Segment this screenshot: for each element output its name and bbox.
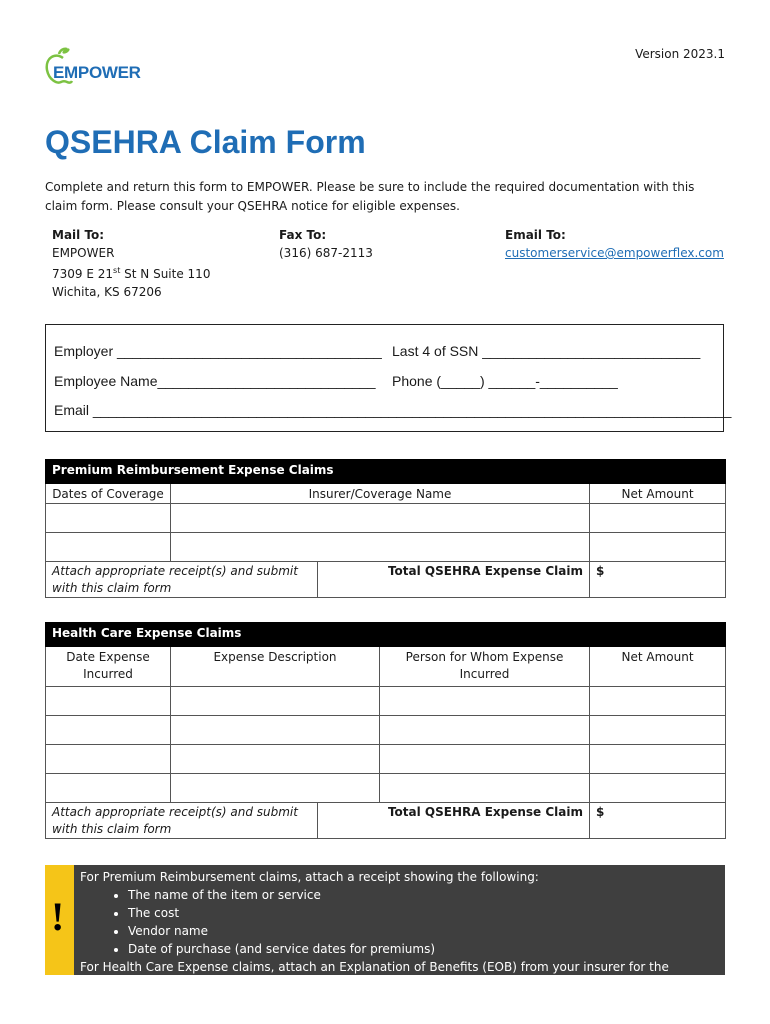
list-item: • Date of purchase (and service dates for premiums) — [128, 940, 725, 958]
table-row — [46, 745, 726, 774]
table-cell[interactable] — [380, 687, 590, 716]
premium-attach-note: Attach appropriate receipt(s) and submit with this claim form — [46, 562, 318, 598]
mail-to-block — [52, 226, 210, 301]
ssn-field[interactable]: Last 4 of SSN ____________________________ — [392, 343, 701, 359]
fax-number: (316) 687-2113 — [279, 246, 373, 260]
table-cell[interactable] — [380, 774, 590, 803]
mail-to-heading: Mail To: — [52, 228, 105, 242]
mail-to-city: Wichita, KS 67206 — [52, 285, 162, 299]
table-cell[interactable] — [171, 745, 380, 774]
list-item: • The cost — [128, 904, 725, 922]
col-dates-of-coverage: Dates of Coverage — [46, 484, 171, 504]
table-cell[interactable] — [590, 504, 726, 533]
table-cell[interactable] — [46, 774, 171, 803]
mail-to-street: 7309 E 21st St N Suite 110 — [52, 266, 211, 281]
email-to-block — [505, 226, 724, 262]
notice-list — [80, 886, 725, 958]
premium-claims-table — [45, 459, 726, 598]
health-total-value[interactable]: $ — [590, 803, 726, 839]
fax-to-heading: Fax To: — [279, 228, 327, 242]
list-item: • The name of the item or service — [128, 886, 725, 904]
employer-field[interactable]: Employer __________________________________ — [54, 343, 382, 359]
table-row — [46, 504, 726, 533]
table-cell[interactable] — [590, 745, 726, 774]
table-cell[interactable] — [590, 716, 726, 745]
premium-total-value[interactable]: $ — [590, 562, 726, 598]
health-total-label: Total QSEHRA Expense Claim — [318, 803, 590, 839]
phone-field[interactable]: Phone (_____) ______-__________ — [392, 373, 618, 389]
table-cell[interactable] — [171, 504, 590, 533]
health-attach-note: Attach appropriate receipt(s) and submit with this claim form — [46, 803, 318, 839]
notice-bar — [45, 865, 74, 975]
email-field[interactable]: Email __________________________________________________________________________________ — [54, 402, 732, 418]
table-row — [46, 716, 726, 745]
empower-logo — [45, 46, 141, 88]
version-label: Version 2023.1 — [635, 47, 725, 61]
table-cell[interactable] — [380, 745, 590, 774]
email-link[interactable]: customerservice@empowerflex.com — [505, 246, 724, 260]
documentation-notice — [45, 865, 725, 992]
employee-name-field[interactable]: Employee Name____________________________ — [54, 373, 376, 389]
table-cell[interactable] — [171, 533, 590, 562]
employee-info-box — [45, 324, 732, 432]
table-cell[interactable] — [171, 774, 380, 803]
exclamation-icon: ! — [51, 894, 65, 939]
col-date-incurred: Date Expense Incurred — [46, 647, 171, 687]
col-person: Person for Whom Expense Incurred — [380, 647, 590, 687]
table-row — [46, 687, 726, 716]
page-title: QSEHRA Claim Form — [45, 124, 366, 160]
logo-text: EMPOWER — [53, 63, 141, 82]
table-cell[interactable] — [590, 687, 726, 716]
table-cell[interactable] — [171, 687, 380, 716]
col-insurer-name: Insurer/Coverage Name — [171, 484, 590, 504]
table-cell[interactable] — [46, 745, 171, 774]
table-cell[interactable] — [46, 716, 171, 745]
email-to-heading: Email To: — [505, 228, 566, 242]
table-cell[interactable] — [590, 774, 726, 803]
intro-text: Complete and return this form to EMPOWER. Please be sure to include the required documentation with this claim form. Please consult your QSEHRA notice for eligible expenses. — [45, 180, 695, 213]
mail-to-name: EMPOWER — [52, 246, 115, 260]
health-table-header: Health Care Expense Claims — [46, 623, 726, 647]
premium-total-label: Total QSEHRA Expense Claim — [318, 562, 590, 598]
table-cell[interactable] — [171, 716, 380, 745]
notice-intro: For Premium Reimbursement claims, attach a receipt showing the following: — [80, 870, 539, 884]
table-cell[interactable] — [380, 716, 590, 745]
table-cell[interactable] — [46, 533, 171, 562]
table-cell[interactable] — [590, 533, 726, 562]
premium-table-header: Premium Reimbursement Expense Claims — [46, 460, 726, 484]
notice-footer: For Health Care Expense claims, attach an Explanation of Benefits (EOB) from your insurer for the purchase — [80, 960, 669, 992]
table-cell[interactable] — [46, 504, 171, 533]
health-claims-table — [45, 622, 726, 839]
col-net-amount: Net Amount — [590, 484, 726, 504]
table-row — [46, 774, 726, 803]
list-item: • Vendor name — [128, 922, 725, 940]
table-cell[interactable] — [46, 687, 171, 716]
table-row — [46, 533, 726, 562]
col-net-amount: Net Amount — [590, 647, 726, 687]
col-expense-description: Expense Description — [171, 647, 380, 687]
fax-to-block — [279, 226, 373, 262]
